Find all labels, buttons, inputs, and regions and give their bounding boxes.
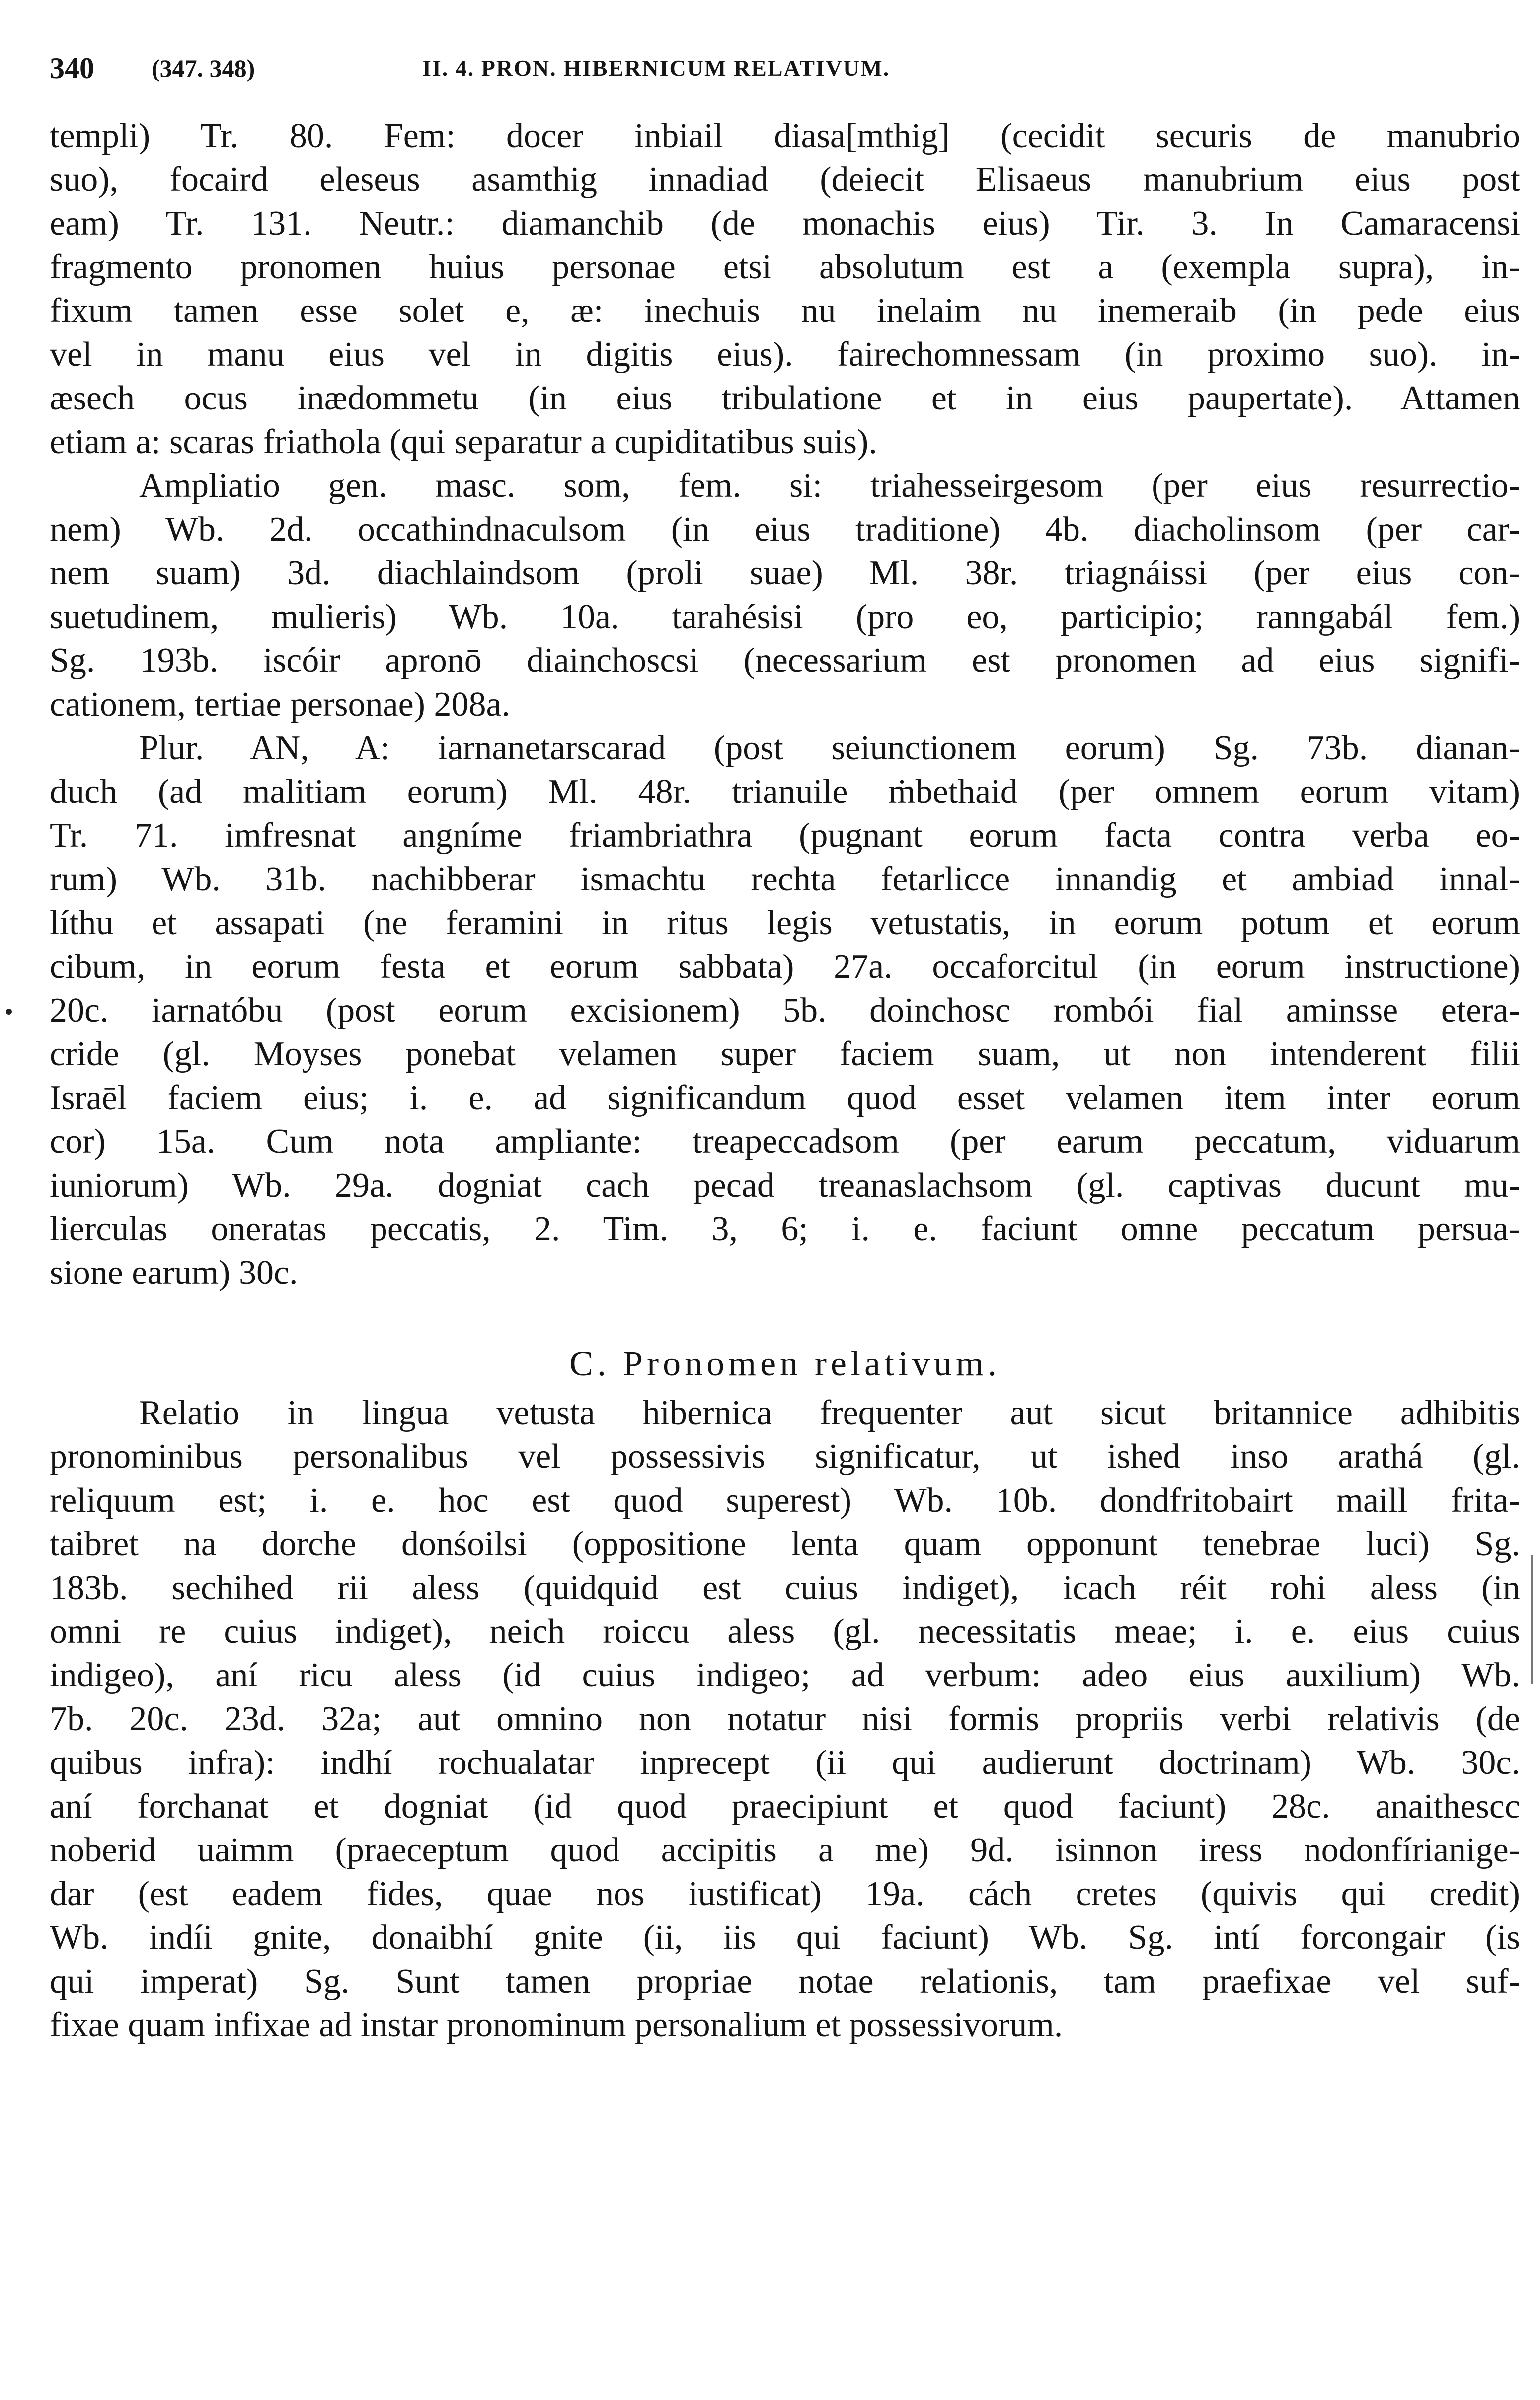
text-line: Ampliatio gen. masc. som, fem. si: triahesseirgesom (per eius resurrectio- — [139, 467, 1520, 505]
text-line: rum) Wb. 31b. nachibberar ismachtu rechta fetarlicce innandig et ambiad innal- — [50, 860, 1520, 898]
text-line: reliquum est; i. e. hoc est quod superest) Wb. 10b. dondfritobairt maill frita- — [50, 1481, 1520, 1520]
text-line: dar (est eadem fides, quae nos iustificat) 19a. cách cretes (quivis qui credit) — [50, 1875, 1520, 1913]
text-line: templi) Tr. 80. Fem: docer inbiail diasa[mthig] (cecidit securis de manubrio — [50, 117, 1520, 155]
text-line: fixae quam infixae ad instar pronominum personalium et possessivorum. — [50, 2006, 1063, 2044]
text-line: suo), focaird eleseus asamthig innadiad (deiecit Elisaeus manubrium eius post — [50, 160, 1520, 199]
text-line: omni re cuius indiget), neich roiccu aless (gl. necessitatis meae; i. e. eius cuius — [50, 1612, 1520, 1651]
margin-dot — [6, 1009, 12, 1015]
text-line: nem suam) 3d. diachlaindsom (proli suae) Ml. 38r. triagnáissi (per eius con- — [50, 554, 1520, 592]
margin-rule — [1531, 1555, 1533, 1684]
text-line: iuniorum) Wb. 29a. dogniat cach pecad treanaslachsom (gl. captivas ducunt mu- — [50, 1166, 1520, 1204]
text-line: 183b. sechihed rii aless (quidquid est cuius indiget), icach réit rohi aless (in — [50, 1569, 1520, 1607]
text-line: Israēl faciem eius; i. e. ad significandum quod esset velamen item inter eorum — [50, 1079, 1520, 1117]
text-line: qui imperat) Sg. Sunt tamen propriae notae relationis, tam praefixae vel suf- — [50, 1962, 1520, 2000]
text-line: líthu et assapati (ne feramini in ritus legis vetustatis, in eorum potum et eorum — [50, 904, 1520, 942]
page-number: 340 — [50, 52, 94, 84]
text-line: nem) Wb. 2d. occathindnaculsom (in eius traditione) 4b. diacholinsom (per car- — [50, 510, 1520, 549]
running-title: II. 4. PRON. HIBERNICUM RELATIVUM. — [422, 55, 890, 80]
text-line: taibret na dorche donśoilsi (oppositione lenta quam opponunt tenebrae luci) Sg. — [50, 1525, 1520, 1563]
text-line: fragmento pronomen huius personae etsi absolutum est a (exempla supra), in- — [50, 248, 1520, 286]
text-line: cride (gl. Moyses ponebat velamen super faciem suam, ut non intenderent filii — [50, 1035, 1520, 1073]
text-line: vel in manu eius vel in digitis eius). fairechomnessam (in proximo suo). in- — [50, 335, 1520, 374]
text-line: quibus infra): indhí rochualatar inprecept (ii qui audierunt doctrinam) Wb. 30c. — [50, 1744, 1520, 1782]
text-line: cibum, in eorum festa et eorum sabbata) 27a. occaforcitul (in eorum instructione) — [50, 948, 1520, 986]
text-line: suetudinem, mulieris) Wb. 10a. tarahésisi (pro eo, participio; ranngabál fem.) — [50, 598, 1520, 636]
text-line: æsech ocus inædommetu (in eius tribulatione et in eius paupertate). Attamen — [50, 379, 1520, 417]
text-line: fixum tamen esse solet e, æ: inechuis nu inelaim nu inemeraib (in pede eius — [50, 292, 1520, 330]
text-line: Relatio in lingua vetusta hibernica frequenter aut sicut britannice adhibitis — [139, 1394, 1520, 1432]
text-line: Wb. indíi gnite, donaibhí gnite (ii, iis qui faciunt) Wb. Sg. intí forcongair (is — [50, 1919, 1520, 1957]
text-line: Sg. 193b. iscóir apronō diainchoscsi (necessarium est pronomen ad eius signifi- — [50, 641, 1520, 680]
text-line: lierculas oneratas peccatis, 2. Tim. 3, 6; i. e. faciunt omne peccatum persua- — [50, 1210, 1520, 1248]
running-header — [50, 46, 1520, 90]
text-line: cor) 15a. Cum nota ampliante: treapeccadsom (per earum peccatum, viduarum — [50, 1122, 1520, 1161]
section-heading: C. Pronomen relativum. — [569, 1344, 1001, 1383]
text-line: Tr. 71. imfresnat angníme friambriathra (pugnant eorum facta contra verba eo- — [50, 816, 1520, 855]
text-line: 20c. iarnatóbu (post eorum excisionem) 5b. doinchosc rombói fial aminsse etera- — [50, 991, 1520, 1030]
cross-reference: (347. 348) — [152, 54, 255, 82]
text-line: cationem, tertiae personae) 208a. — [50, 685, 511, 723]
text-line: eam) Tr. 131. Neutr.: diamanchib (de monachis eius) Tir. 3. In Camaracensi — [50, 204, 1520, 242]
text-line: duch (ad malitiam eorum) Ml. 48r. trianuile ṁbethaid (per omnem eorum vitam) — [50, 773, 1520, 811]
text-line: sione earum) 30c. — [50, 1254, 298, 1292]
text-line: indigeo), aní ricu aless (id cuius indigeo; ad verbum: adeo eius auxilium) Wb. — [50, 1656, 1520, 1694]
text-line: pronominibus personalibus vel possessivis significatur, ut ished inso arathá (gl. — [50, 1438, 1520, 1476]
text-line: aní forchanat et dogniat (id quod praecipiunt et quod faciunt) 28c. anaithescc — [50, 1787, 1520, 1826]
text-line: etiam a: scaras friathola (qui separatur a cupiditatibus suis). — [50, 423, 877, 461]
text-line: 7b. 20c. 23d. 32a; aut omnino non notatur nisi formis propriis verbi relativis (de — [50, 1700, 1520, 1738]
text-line: Plur. AN, A: iarnanetarscarad (post seiunctionem eorum) Sg. 73b. dianan- — [139, 729, 1520, 767]
text-line: noberid uaimm (praeceptum quod accipitis a me) 9d. isinnon iress nodonfírianige- — [50, 1831, 1520, 1869]
